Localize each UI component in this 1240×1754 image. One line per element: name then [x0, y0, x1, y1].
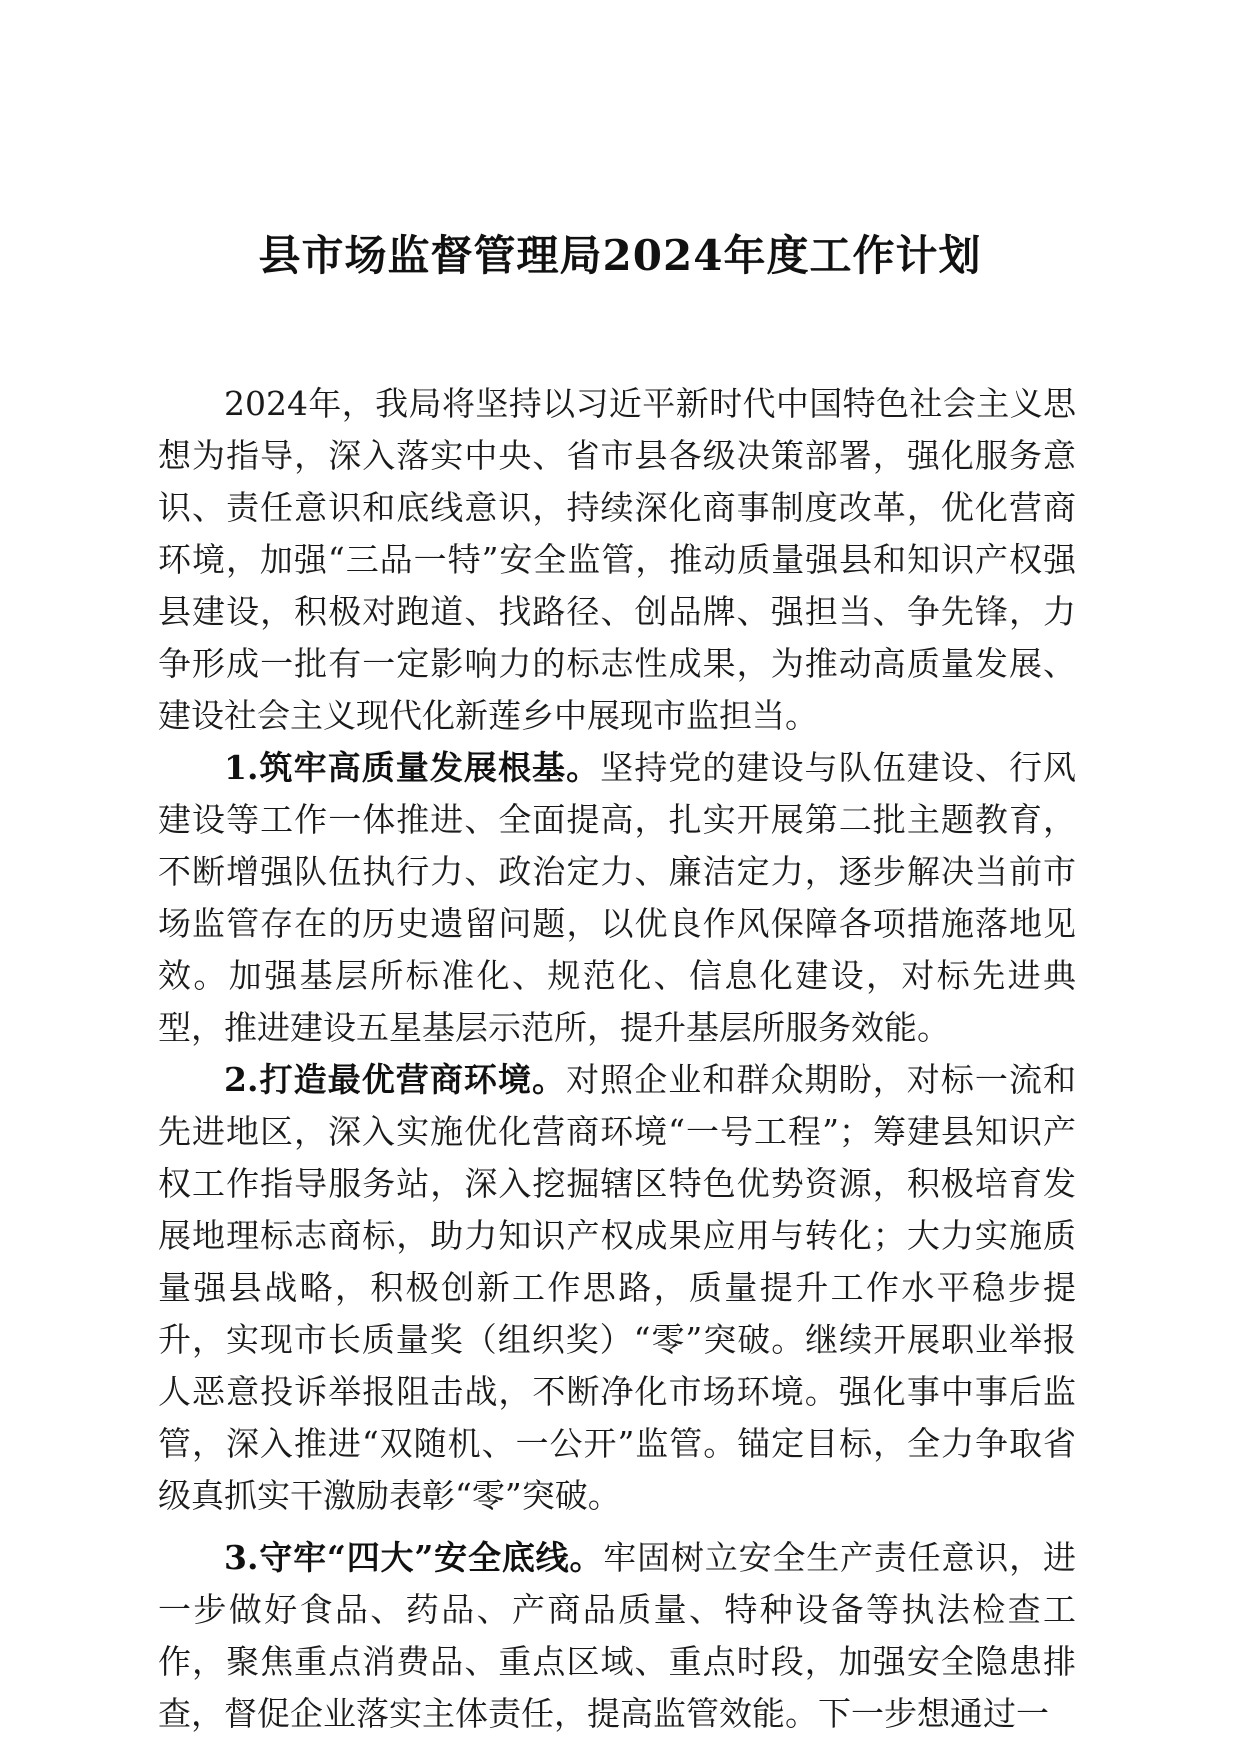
- section-text-2: 对照企业和群众期盼，对标一流和先进地区，深入实施优化营商环境“一号工程”；筹建县知识产权工作指导服务站，深入挖掘辖区特色优势资源，积极培育发展地理标志商标，助力知识产权成果应用与转化；大力实施质量强县战略，积极创新工作思路，质量提升工作水平稳步提升，实现市长质量奖（组织奖）“零”突破。继续开展职业举报人恶意投诉举报阻击战，不断净化市场环境。强化事中事后监管，深入推进“双随机、一公开”监管。锚定目标，全力争取省级真抓实干激励表彰“零”突破。: [158, 1060, 1077, 1515]
- section-heading-2: 2.打造最优营商环境。: [224, 1060, 567, 1099]
- section-paragraph-1: [158, 742, 1076, 1054]
- section-text-1: 坚持党的建设与队伍建设、行风建设等工作一体推进、全面提高，扎实开展第二批主题教育，不断增强队伍执行力、政治定力、廉洁定力，逐步解决当前市场监管存在的历史遗留问题，以优良作风保障各项措施落地见效。加强基层所标准化、规范化、信息化建设，对标先进典型，推进建设五星基层示范所，提升基层所服务效能。: [158, 748, 1077, 1047]
- section-heading-3: 3.守牢“四大”安全底线。: [224, 1538, 604, 1577]
- intro-paragraph: 2024年，我局将坚持以习近平新时代中国特色社会主义思想为指导，深入落实中央、省市县各级决策部署，强化服务意识、责任意识和底线意识，持续深化商事制度改革，优化营商环境，加强“三品一特”安全监管，推动质量强县和知识产权强县建设，积极对跑道、找路径、创品牌、强担当、争先锋，力争形成一批有一定影响力的标志性成果，为推动高质量发展、建设社会主义现代化新莲乡中展现市监担当。: [158, 384, 1076, 735]
- document-title: 县市场监督管理局2024年度工作计划: [258, 231, 982, 280]
- section-paragraph-3: [158, 1532, 1076, 1740]
- document-body: [158, 378, 1076, 1740]
- section-paragraph-2: [158, 1054, 1076, 1522]
- section-text-3: 牢固树立安全生产责任意识，进一步做好食品、药品、产商品质量、特种设备等执法检查工作，聚焦重点消费品、重点区域、重点时段，加强安全隐患排查，督促企业落实主体责任，提高监管效能。下一步想通过一: [158, 1538, 1076, 1733]
- section-heading-1: 1.筑牢高质量发展根基。: [224, 748, 601, 787]
